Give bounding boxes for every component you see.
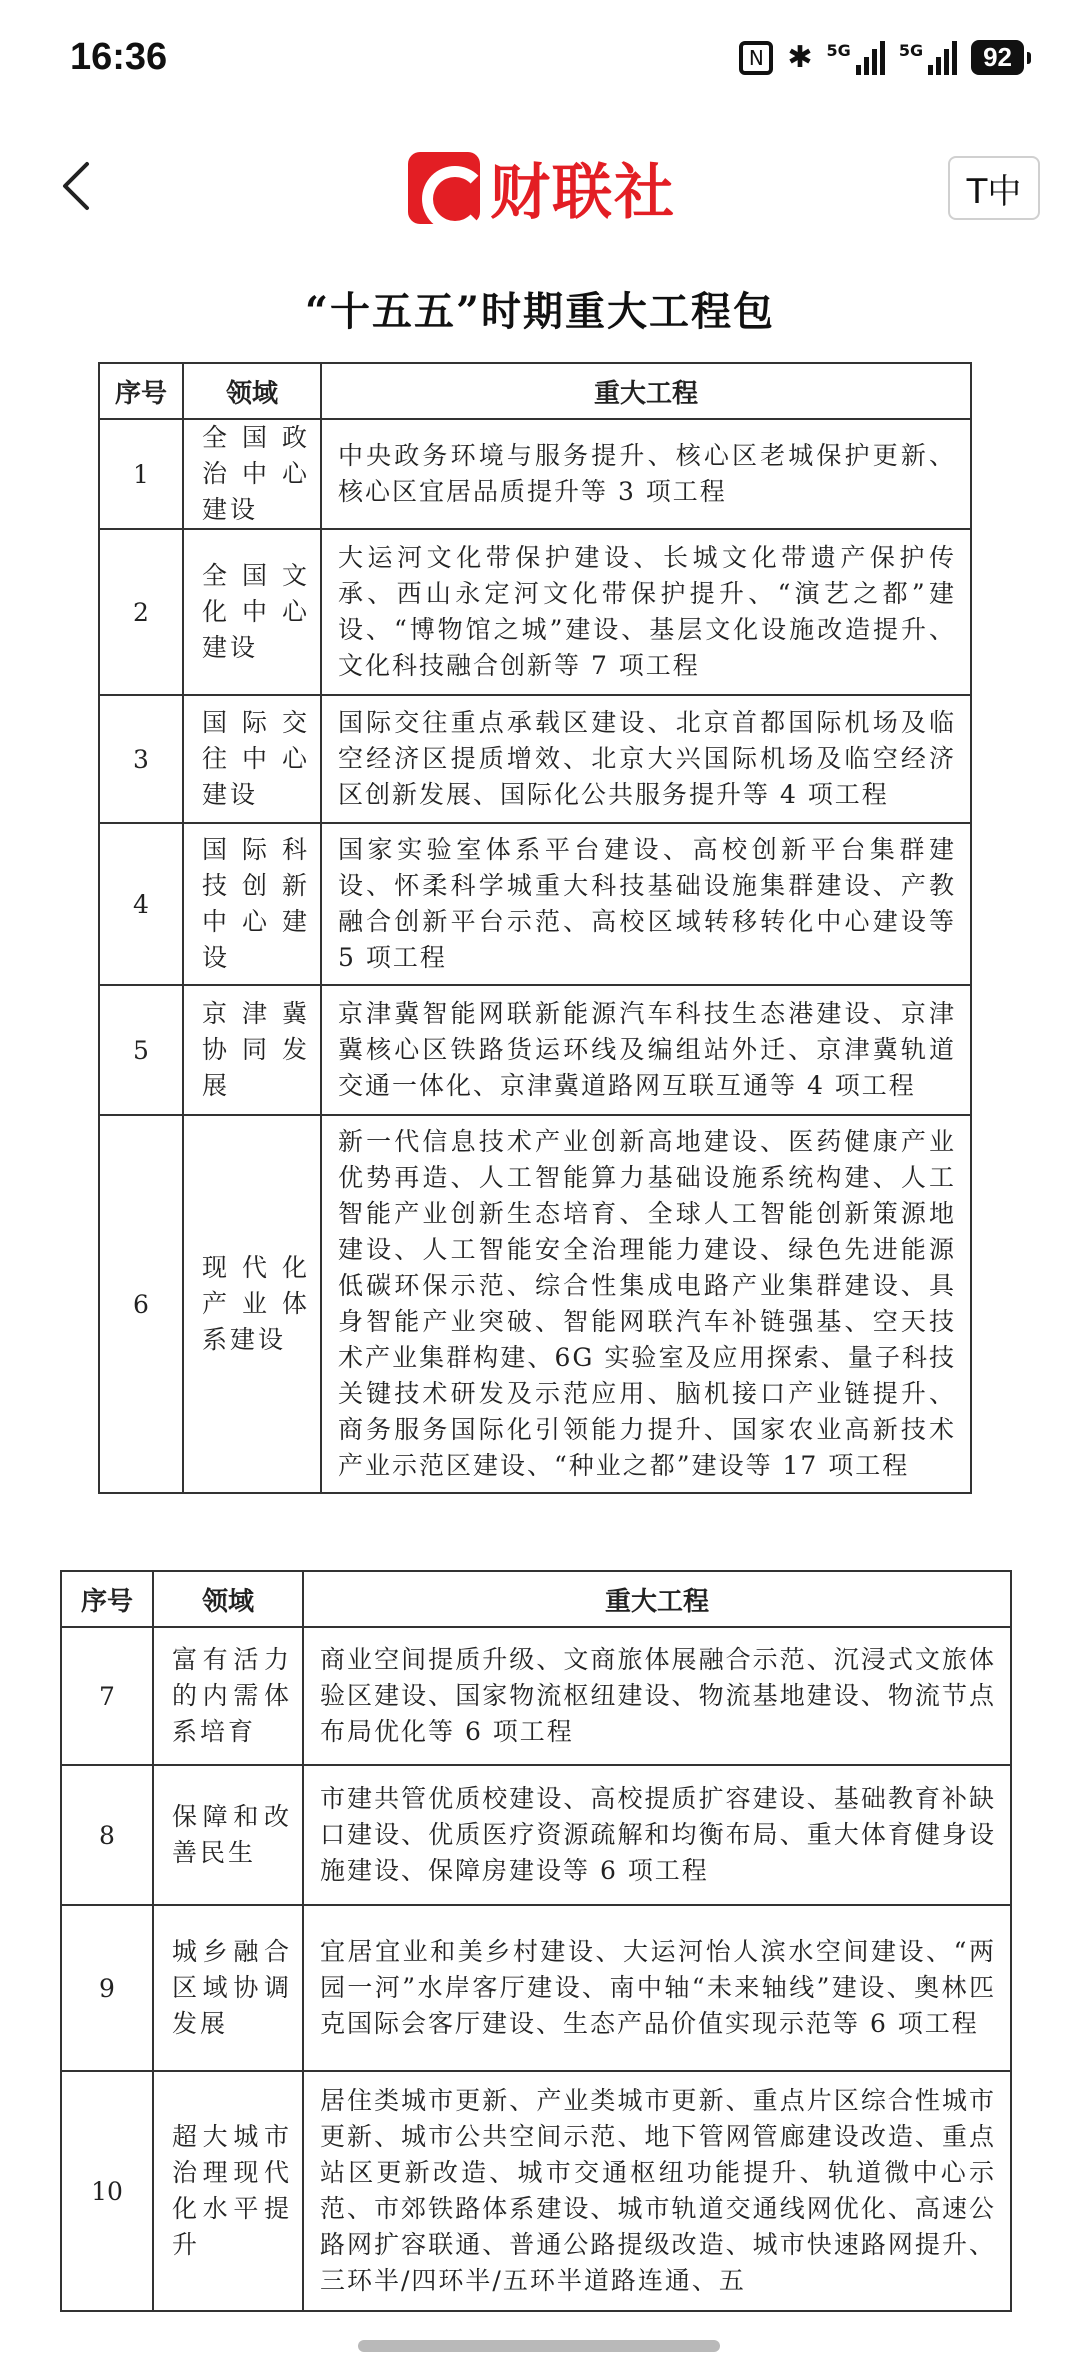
row-num: 2 xyxy=(99,529,183,695)
table-row xyxy=(99,1115,971,1493)
signal-icon-sim2 xyxy=(899,41,957,75)
row-num: 10 xyxy=(61,2071,153,2311)
header-num: 序号 xyxy=(99,363,183,419)
project-table-1 xyxy=(98,362,972,1494)
row-num: 7 xyxy=(61,1627,153,1765)
bluetooth-icon: ✱ xyxy=(787,40,813,75)
status-time: 16:36 xyxy=(70,36,168,78)
signal-icon-sim1 xyxy=(827,41,885,75)
row-projects: 市建共管优质校建设、高校提质扩容建设、基础教育补缺口建设、优质医疗资源疏解和均衡布局、重大体育健身设施建设、保障房建设等 6 项工程 xyxy=(303,1765,1011,1905)
row-num: 1 xyxy=(99,419,183,529)
header-area: 领域 xyxy=(183,363,321,419)
project-table-2 xyxy=(60,1570,1012,2312)
table-header-row xyxy=(61,1571,1011,1627)
row-projects: 国家实验室体系平台建设、高校创新平台集群建设、怀柔科学城重大科技基础设施集群建设、产教融合创新平台示范、高校区域转移转化中心建设等 5 项工程 xyxy=(321,823,971,985)
brand-name: 财联社 xyxy=(490,158,676,228)
table-header-row xyxy=(99,363,971,419)
table-row xyxy=(99,823,971,985)
row-area: 保障和改善民生 xyxy=(153,1765,303,1905)
header-projects: 重大工程 xyxy=(321,363,971,419)
row-num: 4 xyxy=(99,823,183,985)
row-area: 超大城市治理现代化水平提升 xyxy=(153,2071,303,2311)
header-projects: 重大工程 xyxy=(303,1571,1011,1627)
row-area: 城乡融合区域协调发展 xyxy=(153,1905,303,2071)
header-num: 序号 xyxy=(61,1571,153,1627)
row-num: 5 xyxy=(99,985,183,1115)
table-row xyxy=(99,419,971,529)
battery-indicator: 92 xyxy=(971,40,1024,75)
table-row xyxy=(99,985,971,1115)
row-num: 3 xyxy=(99,695,183,823)
signal-label-sim2: 5G xyxy=(898,40,924,60)
table-row xyxy=(99,695,971,823)
row-num: 6 xyxy=(99,1115,183,1493)
brand-logo xyxy=(408,148,676,228)
chevron-left-icon xyxy=(61,161,91,211)
row-projects: 宜居宜业和美乡村建设、大运河怡人滨水空间建设、“两园一河”水岸客厅建设、南中轴“未来轴线”建设、奥林匹克国际会客厅建设、生态产品价值实现示范等 6 项工程 xyxy=(303,1905,1011,2071)
row-projects: 商业空间提质升级、文商旅体展融合示范、沉浸式文旅体验区建设、国家物流枢纽建设、物流基地建设、物流节点布局优化等 6 项工程 xyxy=(303,1627,1011,1765)
row-projects: 京津冀智能网联新能源汽车科技生态港建设、京津冀核心区铁路货运环线及编组站外迁、京津冀轨道交通一体化、京津冀道路网互联互通等 4 项工程 xyxy=(321,985,971,1115)
status-icons xyxy=(739,40,1024,75)
status-bar xyxy=(0,0,1080,120)
document-title: “十五五”时期重大工程包 xyxy=(304,288,775,335)
row-projects: 大运河文化带保护建设、长城文化带遗产保护传承、西山永定河文化带保护提升、“演艺之都”建设、“博物馆之城”建设、基层文化设施改造提升、文化科技融合创新等 7 项工程 xyxy=(321,529,971,695)
nav-bar xyxy=(0,120,1080,250)
table-row xyxy=(61,1905,1011,2071)
table-row xyxy=(99,529,971,695)
table-row xyxy=(61,1627,1011,1765)
row-area: 京津冀协同发展 xyxy=(183,985,321,1115)
brand-logo-icon xyxy=(408,152,480,224)
row-area: 国际科技创新中心建设 xyxy=(183,823,321,985)
home-indicator[interactable] xyxy=(358,2340,720,2352)
header-area: 领域 xyxy=(153,1571,303,1627)
row-area: 现代化产业体系建设 xyxy=(183,1115,321,1493)
signal-label-sim1: 5G xyxy=(826,40,851,60)
nfc-icon: N xyxy=(739,41,773,75)
row-projects: 新一代信息技术产业创新高地建设、医药健康产业优势再造、人工智能算力基础设施系统构建、人工智能产业创新生态培育、全球人工智能创新策源地建设、人工智能安全治理能力建设、绿色先进能源低碳环保示范、综合性集成电路产业集群建设、具身智能产业突破、智能网联汽车补链强基、空天技术产业集群构建、6G 实验室及应用探索、量子科技关键技术研发及示范应用、脑机接口产业链提升、商务服务国际化引领能力提升、国家农业高新技术产业示范区建设、“种业之都”建设等 17 项工程 xyxy=(321,1115,971,1493)
row-area: 富有活力的内需体系培育 xyxy=(153,1627,303,1765)
row-area: 国际交往中心建设 xyxy=(183,695,321,823)
row-area: 全国政治中心建设 xyxy=(183,419,321,529)
row-projects: 中央政务环境与服务提升、核心区老城保护更新、核心区宜居品质提升等 3 项工程 xyxy=(321,419,971,529)
table-row xyxy=(61,1765,1011,1905)
row-projects: 国际交往重点承载区建设、北京首都国际机场及临空经济区提质增效、北京大兴国际机场及临空经济区创新发展、国际化公共服务提升等 4 项工程 xyxy=(321,695,971,823)
font-size-button[interactable]: T中 xyxy=(948,156,1040,220)
row-area: 全国文化中心建设 xyxy=(183,529,321,695)
row-projects: 居住类城市更新、产业类城市更新、重点片区综合性城市更新、城市公共空间示范、地下管网管廊建设改造、重点站区更新改造、城市交通枢纽功能提升、轨道微中心示范、市郊铁路体系建设、城市轨道交通线网优化、高速公路网扩容联通、普通公路提级改造、城市快速路网提升、三环半/四环半/五环半道路连通、五 xyxy=(303,2071,1011,2311)
row-num: 9 xyxy=(61,1905,153,2071)
row-num: 8 xyxy=(61,1765,153,1905)
table-row xyxy=(61,2071,1011,2311)
back-button[interactable] xyxy=(52,158,100,214)
